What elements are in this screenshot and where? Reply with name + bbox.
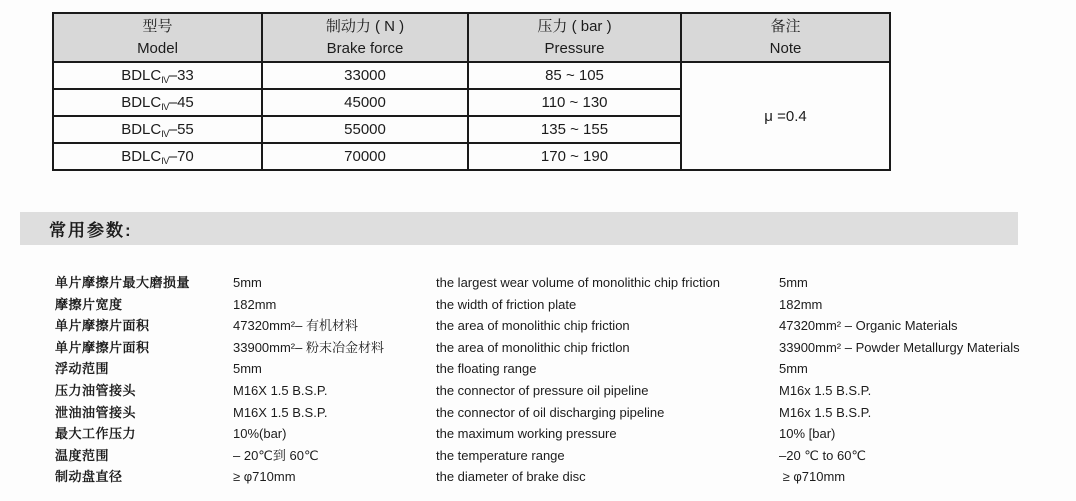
note-cell: μ =0.4 <box>681 62 890 170</box>
param-zh-label: 温度范围 <box>55 447 110 463</box>
param-zh-value: 10%(bar) <box>233 426 287 442</box>
brake-force-cell: 45000 <box>262 89 468 116</box>
param-en-value: M16x 1.5 B.S.P. <box>779 382 872 398</box>
param-en-label: the temperature range <box>436 447 565 463</box>
model-subscript: IV <box>161 155 169 166</box>
param-zh-value: ≥ φ710mm <box>233 469 296 485</box>
model-prefix: BDLC <box>121 120 162 138</box>
model-suffix: –55 <box>168 120 194 138</box>
param-zh-label: 单片摩擦片最大磨损量 <box>55 275 191 290</box>
param-en-value: 5mm <box>779 361 808 377</box>
model-cell <box>53 89 262 116</box>
param-zh-value: 5mm <box>233 275 262 290</box>
param-zh-value: – 20℃到 60℃ <box>233 447 319 463</box>
param-zh-label: 摩擦片宽度 <box>55 296 123 312</box>
brake-spec-table <box>52 12 891 171</box>
pressure-cell: 135 ~ 155 <box>468 116 681 143</box>
model-prefix: BDLC <box>121 93 162 111</box>
spec-header-row <box>53 13 890 62</box>
param-zh-value: 47320mm²– 有机材料 <box>233 318 358 334</box>
col-header-brake-force-zh: 制动力 ( N ) <box>325 17 405 35</box>
param-zh-label: 制动盘直径 <box>55 469 123 485</box>
pressure-cell: 110 ~ 130 <box>468 89 681 116</box>
param-en-label: the diameter of brake disc <box>436 469 586 485</box>
param-en-value: 182mm <box>779 296 823 312</box>
param-en-value: 5mm <box>779 275 808 290</box>
param-zh-value: 5mm <box>233 361 262 377</box>
param-en-value: 47320mm² – Organic Materials <box>779 318 958 334</box>
model-prefix: BDLC <box>121 147 162 165</box>
brake-force-cell: 70000 <box>262 143 468 170</box>
model-subscript: IV <box>161 74 169 85</box>
param-en-label: the connector of pressure oil pipeline <box>436 382 649 398</box>
param-en-label: the maximum working pressure <box>436 426 617 442</box>
col-header-note-zh: 备注 <box>770 17 801 35</box>
section-title: 常用参数: <box>49 221 133 240</box>
param-en-label: the width of friction plate <box>436 296 577 312</box>
pressure-cell: 85 ~ 105 <box>468 62 681 89</box>
param-zh-label: 最大工作压力 <box>55 426 137 442</box>
section-header-common-parameters <box>20 212 1018 245</box>
spec-row <box>53 62 890 89</box>
pressure-cell: 170 ~ 190 <box>468 143 681 170</box>
col-header-brake-force-en: Brake force <box>326 39 404 57</box>
model-cell <box>53 62 262 89</box>
param-en-label: the floating range <box>436 361 537 377</box>
param-zh-label: 泄油油管接头 <box>55 404 137 420</box>
param-en-value: –20 ℃ to 60℃ <box>779 447 867 463</box>
col-header-pressure <box>468 13 681 62</box>
col-header-note <box>681 13 890 62</box>
model-suffix: –33 <box>168 66 194 84</box>
param-zh-value: 182mm <box>233 296 277 312</box>
param-en-label: the area of monolithic chip frictlon <box>436 339 630 355</box>
col-header-model-zh: 型号 <box>142 17 173 35</box>
col-header-model <box>53 13 262 62</box>
brake-force-cell: 55000 <box>262 116 468 143</box>
common-parameters-list <box>55 272 1076 488</box>
param-en-value: ≥ φ710mm <box>779 469 846 485</box>
param-zh-label: 浮动范围 <box>55 361 110 377</box>
param-zh-label: 压力油管接头 <box>55 382 137 398</box>
model-suffix: –70 <box>168 147 194 165</box>
param-en-value: 33900mm² – Powder Metallurgy Materials <box>779 339 1020 355</box>
param-en-value: 10% [bar) <box>779 426 836 442</box>
model-prefix: BDLC <box>121 66 162 84</box>
col-header-note-en: Note <box>769 39 802 57</box>
param-zh-label: 单片摩擦片面积 <box>55 339 150 355</box>
param-zh-label: 单片摩擦片面积 <box>55 318 150 334</box>
model-subscript: IV <box>161 101 169 112</box>
brake-force-cell: 33000 <box>262 62 468 89</box>
param-en-label: the connector of oil discharging pipeline <box>436 404 665 420</box>
param-en-value: M16x 1.5 B.S.P. <box>779 404 872 420</box>
model-cell <box>53 116 262 143</box>
param-zh-value: 33900mm²– 粉末冶金材料 <box>233 339 384 355</box>
col-header-pressure-en: Pressure <box>544 39 605 57</box>
model-cell <box>53 143 262 170</box>
col-header-brake-force <box>262 13 468 62</box>
col-header-model-en: Model <box>137 39 178 57</box>
param-en-label: the largest wear volume of monolithic chip friction <box>436 275 720 290</box>
param-zh-value: M16X 1.5 B.S.P. <box>233 404 328 420</box>
col-header-pressure-zh: 压力 ( bar ) <box>537 17 612 35</box>
model-suffix: –45 <box>168 93 194 111</box>
param-en-label: the area of monolithic chip friction <box>436 318 630 334</box>
model-subscript: IV <box>161 128 169 139</box>
param-zh-value: M16X 1.5 B.S.P. <box>233 382 328 398</box>
